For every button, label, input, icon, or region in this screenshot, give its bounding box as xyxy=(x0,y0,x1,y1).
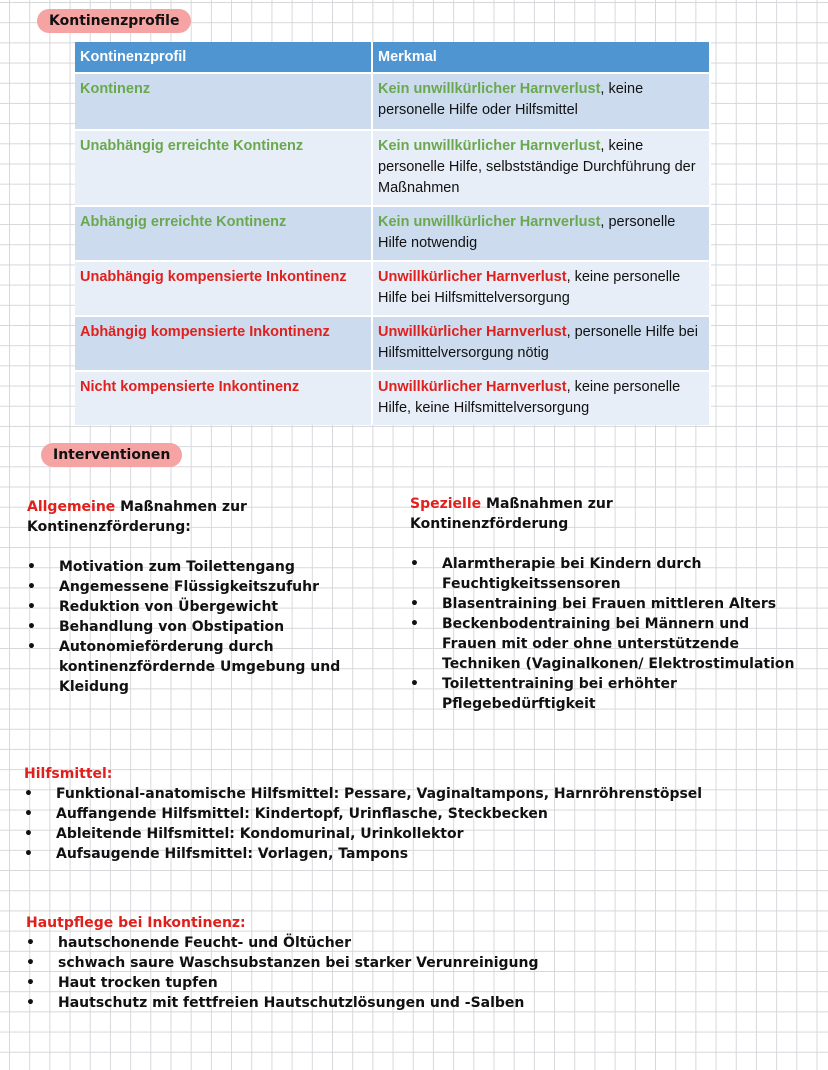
table-row xyxy=(75,73,710,130)
list-item: • Toilettentraining bei erhöhter Pflegebedürftigkeit xyxy=(410,674,808,714)
spezielle-heading-highlight: Spezielle xyxy=(410,496,482,512)
list-item: • Beckenbodentraining bei Männern und Frauen mit oder ohne unterstützende Techniken (Vaginalkonen/ Elektrostimulation xyxy=(410,614,808,674)
table-row xyxy=(75,206,710,261)
allgemeine-list xyxy=(27,557,387,697)
merkmal-text: , personelle Hilfe notwendig xyxy=(378,214,676,251)
spezielle-list xyxy=(410,554,808,714)
list-item: • Funktional-anatomische Hilfsmittel: Pessare, Vaginaltampons, Harnröhrenstöpsel xyxy=(24,784,814,804)
merkmal-cell xyxy=(372,130,710,206)
list-item: • Haut trocken tupfen xyxy=(26,973,726,993)
merkmal-cell xyxy=(372,316,710,371)
merkmal-highlight: Unwillkürlicher Harnverlust xyxy=(378,324,567,340)
profil-cell: Nicht kompensierte Inkontinenz xyxy=(75,371,372,425)
profil-cell: Unabhängig kompensierte Inkontinenz xyxy=(75,261,372,316)
spezielle-massnahmen xyxy=(410,494,808,714)
header-kontinenzprofil: Kontinenzprofil xyxy=(75,42,372,73)
allgemeine-heading-highlight: Allgemeine xyxy=(27,499,116,515)
merkmal-text: , keine personelle Hilfe, keine Hilfsmittelversorgung xyxy=(378,379,681,416)
hilfsmittel-section xyxy=(24,764,814,864)
table-row xyxy=(75,371,710,425)
list-item: • Motivation zum Toilettengang xyxy=(27,557,387,577)
list-item: • Angemessene Flüssigkeitszufuhr xyxy=(27,577,387,597)
merkmal-text: , keine personelle Hilfe oder Hilfsmittel xyxy=(378,81,644,118)
list-item: • Auffangende Hilfsmittel: Kindertopf, Urinflasche, Steckbecken xyxy=(24,804,814,824)
list-item: • Aufsaugende Hilfsmittel: Vorlagen, Tampons xyxy=(24,844,814,864)
table-row xyxy=(75,130,710,206)
section-title-interventionen: Interventionen xyxy=(41,443,182,467)
hilfsmittel-heading: Hilfsmittel: xyxy=(24,766,113,782)
spezielle-heading xyxy=(410,494,650,534)
list-item: • schwach saure Waschsubstanzen bei starker Verunreinigung xyxy=(26,953,726,973)
profil-cell: Kontinenz xyxy=(75,73,372,130)
profil-cell: Abhängig erreichte Kontinenz xyxy=(75,206,372,261)
allgemeine-massnahmen xyxy=(27,497,387,697)
table-row xyxy=(75,261,710,316)
table-header-row xyxy=(75,42,710,73)
merkmal-cell xyxy=(372,371,710,425)
list-item: • Reduktion von Übergewicht xyxy=(27,597,387,617)
profil-cell: Unabhängig erreichte Kontinenz xyxy=(75,130,372,206)
hautpflege-section xyxy=(26,913,726,1013)
header-merkmal: Merkmal xyxy=(372,42,710,73)
merkmal-highlight: Unwillkürlicher Harnverlust xyxy=(378,379,567,395)
allgemeine-heading xyxy=(27,497,277,537)
merkmal-highlight: Unwillkürlicher Harnverlust xyxy=(378,269,567,285)
merkmal-text: , keine personelle Hilfe bei Hilfsmittelversorgung xyxy=(378,269,681,306)
list-item: • Hautschutz mit fettfreien Hautschutzlösungen und -Salben xyxy=(26,993,726,1013)
merkmal-cell xyxy=(372,206,710,261)
hilfsmittel-list xyxy=(24,784,814,864)
allgemeine-heading-text: Maßnahmen zur Kontinenzförderung: xyxy=(27,499,247,535)
list-item: • Autonomieförderung durch kontinenzfördernde Umgebung und Kleidung xyxy=(27,637,387,697)
kontinenzprofile-table xyxy=(75,42,711,425)
merkmal-highlight: Kein unwillkürlicher Harnverlust xyxy=(378,138,601,154)
list-item: • Alarmtherapie bei Kindern durch Feuchtigkeitssensoren xyxy=(410,554,808,594)
merkmal-cell xyxy=(372,261,710,316)
merkmal-highlight: Kein unwillkürlicher Harnverlust xyxy=(378,214,601,230)
section-title-kontinenzprofile: Kontinenzprofile xyxy=(37,9,191,33)
merkmal-cell xyxy=(372,73,710,130)
merkmal-highlight: Kein unwillkürlicher Harnverlust xyxy=(378,81,601,97)
profil-cell: Abhängig kompensierte Inkontinenz xyxy=(75,316,372,371)
hautpflege-list xyxy=(26,933,726,1013)
spezielle-heading-text: Maßnahmen zur Kontinenzförderung xyxy=(410,496,613,532)
list-item: • hautschonende Feucht- und Öltücher xyxy=(26,933,726,953)
table-row xyxy=(75,316,710,371)
list-item: • Behandlung von Obstipation xyxy=(27,617,387,637)
list-item: • Blasentraining bei Frauen mittleren Alters xyxy=(410,594,808,614)
merkmal-text: , personelle Hilfe bei Hilfsmittelversorgung nötig xyxy=(378,324,698,361)
hautpflege-heading: Hautpflege bei Inkontinenz: xyxy=(26,915,246,931)
list-item: • Ableitende Hilfsmittel: Kondomurinal, Urinkollektor xyxy=(24,824,814,844)
merkmal-text: , keine personelle Hilfe, selbstständige Durchführung der Maßnahmen xyxy=(378,138,696,196)
